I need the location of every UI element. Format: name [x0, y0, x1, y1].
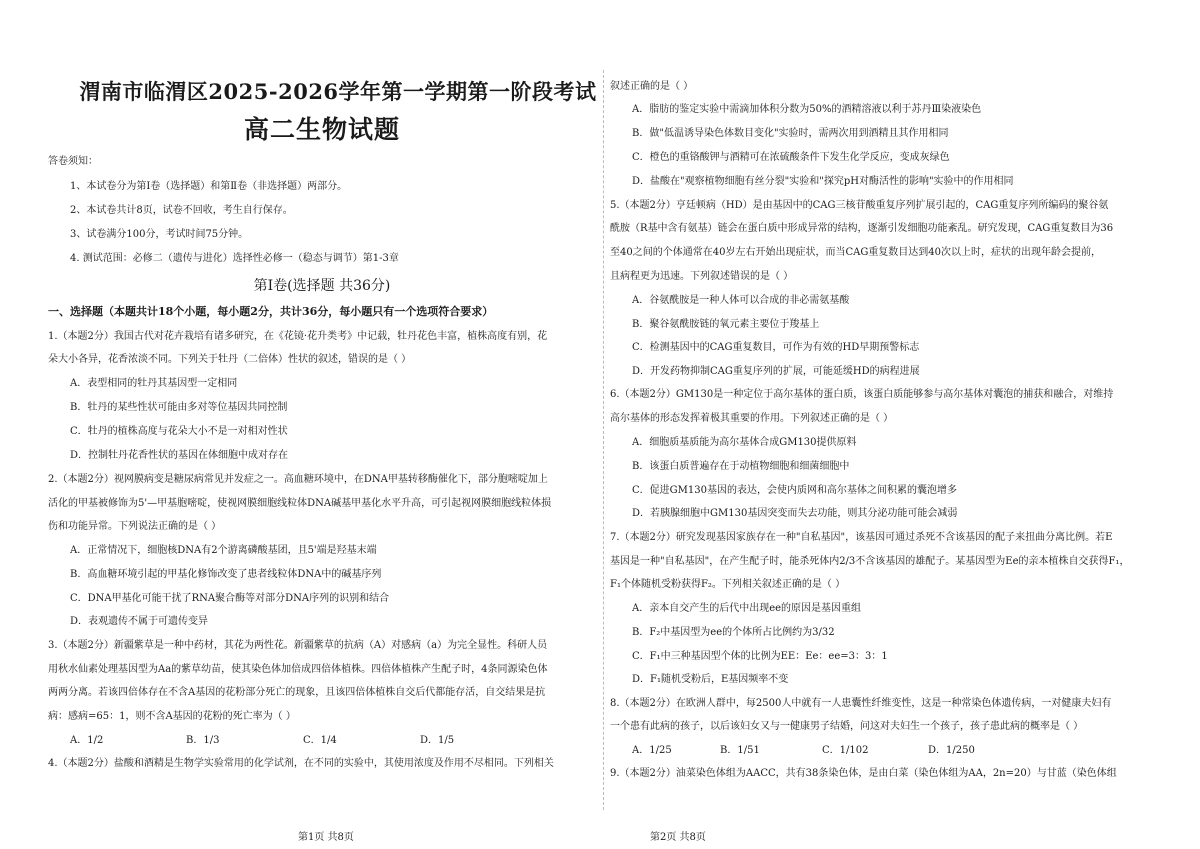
question-2-option-a: A．正常情况下，细胞核DNA有2个游离磷酸基团，且5'端是羟基末端: [70, 545, 377, 556]
page-footer: 第1页 共8页: [298, 832, 354, 843]
question-3-option-c: C．1/4: [303, 735, 337, 746]
notice-item: 1、本试卷分为第Ⅰ卷（选择题）和第Ⅱ卷（非选择题）两部分。: [70, 181, 348, 192]
exam-title: 渭南市临渭区2025-2026学年第一学期第一阶段考试: [79, 79, 597, 104]
question-5-option-a: A．谷氨酰胺是一种人体可以合成的非必需氨基酸: [632, 295, 850, 306]
question-6-option-b: B．该蛋白质普遍存在于动植物细胞和细菌细胞中: [632, 461, 850, 472]
question-2-option-c: C．DNA甲基化可能干扰了RNA聚合酶等对部分DNA序列的识别和结合: [70, 593, 390, 604]
question-4-line: 叙述正确的是（ ）: [610, 81, 694, 92]
question-1-option-b: B．牡丹的某些性状可能由多对等位基因共同控制: [70, 402, 288, 413]
question-4-option-c: C．橙色的重铬酸钾与酒精可在浓硫酸条件下发生化学反应，变成灰绿色: [632, 152, 950, 163]
question-5-line: 5.（本题2分）亨廷顿病（HD）是由基因中的CAG三核苷酸重复序列扩展引起的，CAG重复序列所编码的聚谷氨: [610, 200, 1109, 211]
question-3-option-d: D．1/5: [420, 735, 455, 746]
notice-heading: 答卷须知：: [48, 156, 98, 167]
part-heading: 一、选择题（本题共计18个小题，每小题2分，共计36分，每小题只有一个选项符合要求）: [48, 305, 494, 318]
question-6-option-d: D．若胰腺细胞中GM130基因突变而失去功能，则其分泌功能可能会减弱: [632, 508, 958, 519]
question-8-line: 8.（本题2分）在欧洲人群中，每2500人中就有一人患囊性纤维变性，这是一种常染色体遗传病，一对健康夫妇有: [610, 698, 1112, 709]
question-5-option-c: C．检测基因中的CAG重复数目，可作为有效的HD早期预警标志: [632, 342, 920, 353]
question-2-line: 2.（本题2分）视网膜病变是糖尿病常见并发症之一。高血糖环境中，在DNA甲基转移酶催化下，部分胞嘧啶加上: [48, 474, 548, 485]
question-7-option-a: A．亲本自交产生的后代中出现ee的原因是基因重组: [632, 603, 862, 614]
question-7-line: F₁个体随机受粉获得F₂。下列相关叙述正确的是（ ）: [610, 579, 846, 590]
question-1-option-a: A．表型相同的牡丹其基因型一定相同: [70, 378, 238, 389]
question-4-option-b: B．做"低温诱导染色体数目变化"实验时，需两次用到酒精且其作用相同: [632, 128, 949, 139]
question-6-line: 高尔基体的形态发挥着极其重要的作用。下列叙述正确的是（ ）: [610, 413, 894, 424]
question-4-option-d: D．盐酸在"观察植物细胞有丝分裂"实验和"探究pH对酶活性的影响"实验中的作用相同: [632, 176, 1014, 187]
question-9-line: 9.（本题2分）油菜染色体组为AACC，共有38条染色体，是由白菜（染色体组为AA，2n=20）与甘蓝（染色体组: [610, 768, 1117, 779]
question-1-line: 1.（本题2分）我国古代对花卉栽培有诸多研究，在《花镜·花升类考》中记载，牡丹花色丰富，植株高度有别，花: [48, 331, 548, 342]
notice-item: 3、试卷满分100分，考试时间75分钟。: [70, 229, 249, 240]
question-7-line: 7.（本题2分）研究发现基因家族存在一种"自私基因"，该基因可通过杀死不含该基因的配子来扭曲分离比例。若E: [610, 532, 1113, 543]
question-5-line: 酰胺（R基中含有氨基）链会在蛋白质中形成异常的结构，逐渐引发细胞功能紊乱。研究发现，CAG重复数目为36: [610, 223, 1114, 234]
question-7-option-d: D．F₁随机受粉后，E基因频率不变: [632, 674, 789, 685]
question-2-line: 活化的甲基被修饰为5'—甲基胞嘧啶，使视网膜细胞线粒体DNA碱基甲基化水平升高，可引起视网膜细胞线粒体损: [48, 498, 552, 509]
question-5-line: 至40之间的个体通常在40岁左右开始出现症状，而当CAG重复数目达到40次以上时，症状的出现年龄会提前，: [610, 247, 1102, 258]
question-5-option-d: D．开发药物抑制CAG重复序列的扩展，可能延缓HD的病程进展: [632, 366, 920, 377]
question-6-option-a: A．细胞质基质能为高尔基体合成GM130提供原料: [632, 437, 857, 448]
question-6-option-c: C．促进GM130基因的表达，会使内质网和高尔基体之间积累的囊泡增多: [632, 485, 957, 496]
notice-item: 2、本试卷共计8页，试卷不回收，考生自行保存。: [70, 205, 293, 216]
question-5-option-b: B．聚谷氨酰胺链的氧元素主要位于羧基上: [632, 319, 820, 330]
notice-item: 4. 测试范围：必修二（遗传与进化）选择性必修一（稳态与调节）第1-3章: [70, 253, 399, 264]
question-3-line: 病：感病=65：1，则不含A基因的花粉的死亡率为（ ）: [48, 711, 296, 722]
question-5-line: 且病程更为迅速。下列叙述错误的是（ ）: [610, 271, 794, 282]
page-footer: 第2页 共8页: [650, 832, 706, 843]
question-1-option-d: D．控制牡丹花香性状的基因在体细胞中成对存在: [70, 450, 289, 461]
page-divider: [603, 70, 604, 810]
exam-subtitle: 高二生物试题: [243, 115, 400, 144]
question-7-option-c: C．F₁中三种基因型个体的比例为EE：Ee：ee=3：3：1: [632, 651, 888, 662]
question-2-option-d: D．表观遗传不属于可遗传变异: [70, 616, 209, 627]
question-3-line: 3.（本题2分）新疆紫草是一种中药材，其花为两性花。新疆紫草的抗病（A）对感病（a）为完全显性。科研人员: [48, 640, 548, 651]
right-page: [610, 0, 1155, 849]
section-title: 第Ⅰ卷(选择题 共36分): [253, 278, 391, 294]
question-1-option-c: C．牡丹的植株高度与花朵大小不是一对相对性状: [70, 426, 288, 437]
question-7-option-b: B．F₂中基因型为ee的个体所占比例约为3/32: [632, 627, 835, 638]
question-3-line: 用秋水仙素处理基因型为Aa的紫草幼苗，使其染色体加倍成四倍体植株。四倍体植株产生配子时，4条同源染色体: [48, 664, 548, 675]
question-7-line: 基因是一种"自私基因"，在产生配子时，能杀死体内2/3不含该基因的雄配子。某基因型为Ee的亲本植株自交获得F₁，: [610, 556, 1130, 567]
question-3-line: 两两分离。若该四倍体存在不含A基因的花粉部分死亡的现象，且该四倍体植株自交后代都能存活，自交结果是抗: [48, 687, 546, 698]
question-8-line: 一个患有此病的孩子，以后该妇女又与一健康男子结婚，问这对夫妇生一个孩子，孩子患此病的概率是（ ）: [610, 721, 1084, 732]
question-6-line: 6.（本题2分）GM130是一种定位于高尔基体的蛋白质，该蛋白质能够参与高尔基体对囊泡的捕获和融合，对维持: [610, 389, 1114, 400]
question-2-option-b: B．高血糖环境引起的甲基化修饰改变了患者线粒体DNA中的碱基序列: [70, 569, 382, 580]
question-8-option-a: A．1/25: [632, 745, 672, 756]
question-8-option-b: B．1/51: [720, 745, 760, 756]
question-3-option-a: A．1/2: [70, 735, 104, 746]
question-4-line: 4.（本题2分）盐酸和酒精是生物学实验常用的化学试剂，在不同的实验中，其使用浓度及作用不尽相同。下列相关: [48, 758, 554, 769]
question-3-option-b: B．1/3: [186, 735, 220, 746]
question-8-option-d: D．1/250: [928, 745, 975, 756]
question-1-line: 朵大小各异，花香浓淡不同。下列关于牡丹（二倍体）性状的叙述，错误的是（ ）: [48, 354, 412, 365]
question-2-line: 伤和功能异常。下列说法正确的是（ ）: [48, 521, 222, 532]
left-page: [48, 0, 596, 849]
question-4-option-a: A．脂肪的鉴定实验中需滴加体积分数为50%的酒精溶液以利于苏丹Ⅲ染液染色: [632, 104, 982, 115]
question-8-option-c: C．1/102: [822, 745, 869, 756]
